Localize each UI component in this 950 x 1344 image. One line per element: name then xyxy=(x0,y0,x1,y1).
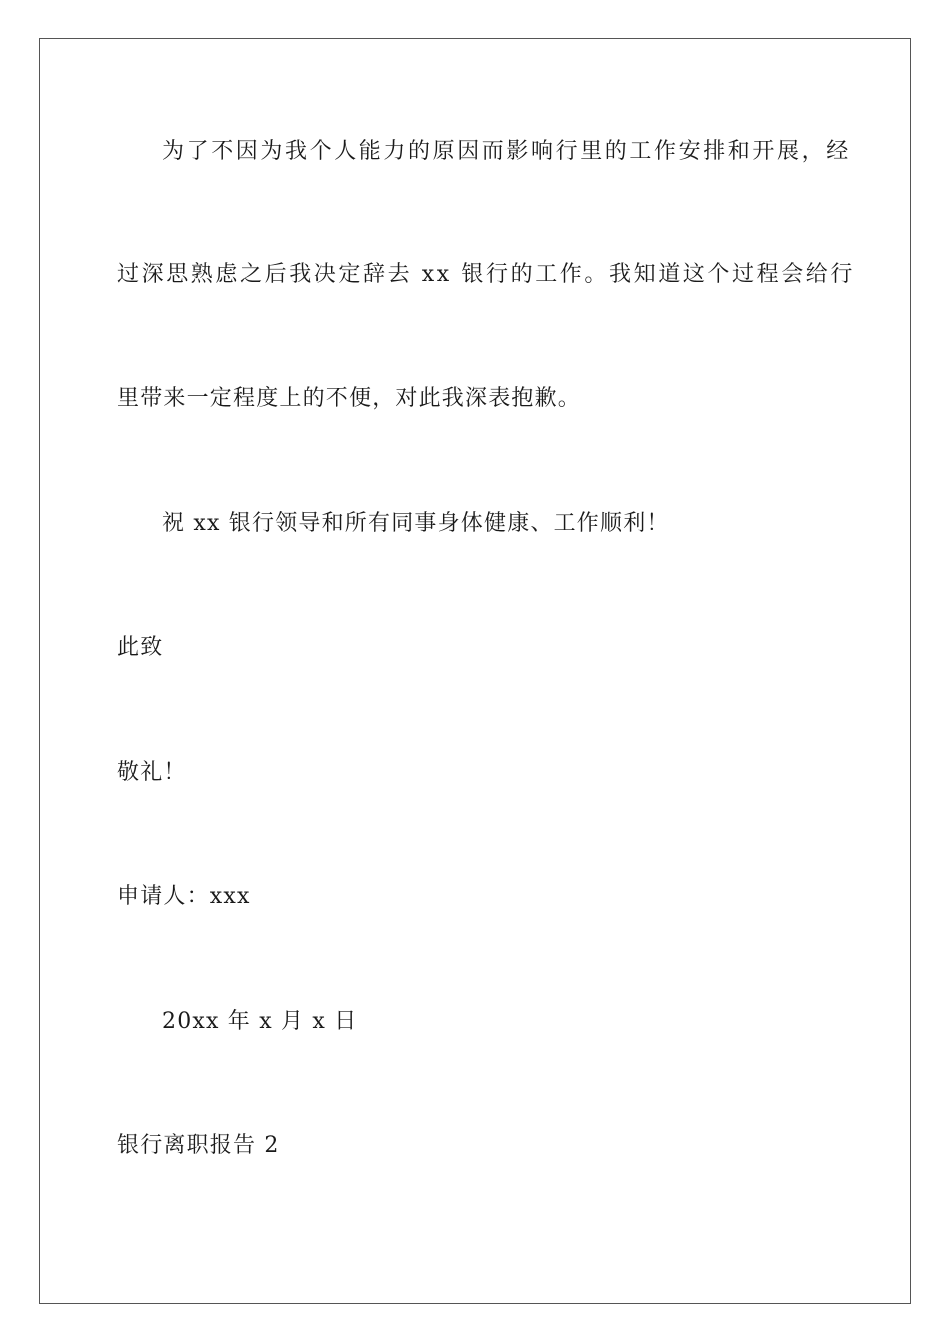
date-line: 20xx 年 x 月 x 日 xyxy=(162,1009,358,1034)
body-paragraph-line-1: 为了不因为我个人能力的原因而影响行里的工作安排和开展，经 xyxy=(162,139,851,164)
wishes-line: 祝 xx 银行领导和所有同事身体健康、工作顺利！ xyxy=(162,511,670,536)
body-paragraph-line-2: 过深思熟虑之后我决定辞去 xx 银行的工作。我知道这个过程会给行 xyxy=(117,262,856,287)
closing-jingli: 敬礼！ xyxy=(117,760,187,785)
page-border xyxy=(39,38,911,1304)
closing-cizhi: 此致 xyxy=(117,635,164,660)
body-paragraph-line-3: 里带来一定程度上的不便，对此我深表抱歉。 xyxy=(117,386,582,411)
next-section-title: 银行离职报告 2 xyxy=(117,1133,280,1158)
applicant-line: 申请人：xxx xyxy=(117,884,251,909)
